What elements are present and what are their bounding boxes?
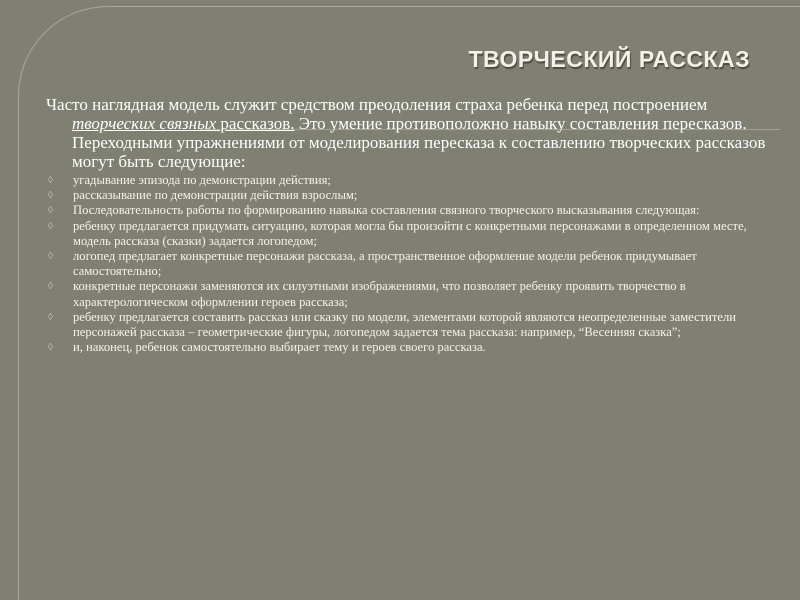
list-item-text: логопед предлагает конкретные персонажи рассказа, а пространственное оформление модели ребенок придумывает самостоятельно; — [73, 249, 697, 279]
list-item-text: рассказывание по демонстрации действия взрослым; — [73, 188, 358, 203]
list-item — [46, 310, 786, 340]
list-item — [46, 279, 786, 309]
diamond-bullet-icon: ◊ — [48, 220, 53, 232]
diamond-bullet-icon: ◊ — [48, 175, 53, 186]
list-item-text: ребенку предлагается придумать ситуацию, которая могла бы произойти с конкретными персонажами в определенном месте, модель рассказа (сказки) задается логопедом; — [73, 218, 747, 248]
intro-link-plain[interactable]: рассказов. — [216, 114, 295, 133]
list-item-text: конкретные персонажи заменяются их силуэтными изображениями, что позволяет ребенку проявить творчество в характерологическом оформлении героев рассказа; — [73, 279, 686, 309]
diamond-bullet-icon: ◊ — [48, 251, 53, 263]
intro-paragraph — [46, 95, 786, 171]
list-item-text: и, наконец, ребенок самостоятельно выбирает тему и героев своего рассказа. — [73, 340, 486, 355]
list-item — [46, 173, 786, 188]
list-item — [46, 340, 786, 355]
intro-text-continued: Это умение противоположно навыку составления пересказов. Переходными упражнениями от моделирования пересказа к составлению творческих рассказов могут быть следующие: — [72, 114, 766, 171]
list-item-text: ребенку предлагается составить рассказ или сказку по модели, элементами которой являются неопределенные заместители персонажей рассказа – геометрические фигуры, логопедом задается тема рассказа: например, “Весенняя сказка”; — [73, 309, 737, 340]
slide-body — [46, 95, 786, 355]
list-item-text: угадывание эпизода по демонстрации действия; — [73, 173, 331, 187]
diamond-bullet-icon: ◊ — [48, 342, 53, 354]
diamond-bullet-icon: ◊ — [48, 281, 53, 293]
diamond-bullet-icon: ◊ — [48, 190, 53, 202]
list-item — [46, 188, 786, 203]
list-item — [46, 249, 786, 279]
list-item — [46, 203, 786, 218]
diamond-bullet-icon: ◊ — [48, 311, 53, 323]
list-item — [46, 219, 786, 249]
list-item-text: Последовательность работы по формированию навыка составления связного творческого высказывания следующая: — [73, 203, 700, 218]
diamond-bullet-icon: ◊ — [48, 205, 53, 217]
bullet-list — [46, 173, 786, 355]
intro-link-italic[interactable]: творческих связных — [72, 114, 217, 133]
slide-title: ТВОРЧЕСКИЙ РАССКАЗ — [468, 46, 750, 72]
intro-text: Часто наглядная модель служит средством преодоления страха ребенка перед построением — [46, 95, 708, 114]
